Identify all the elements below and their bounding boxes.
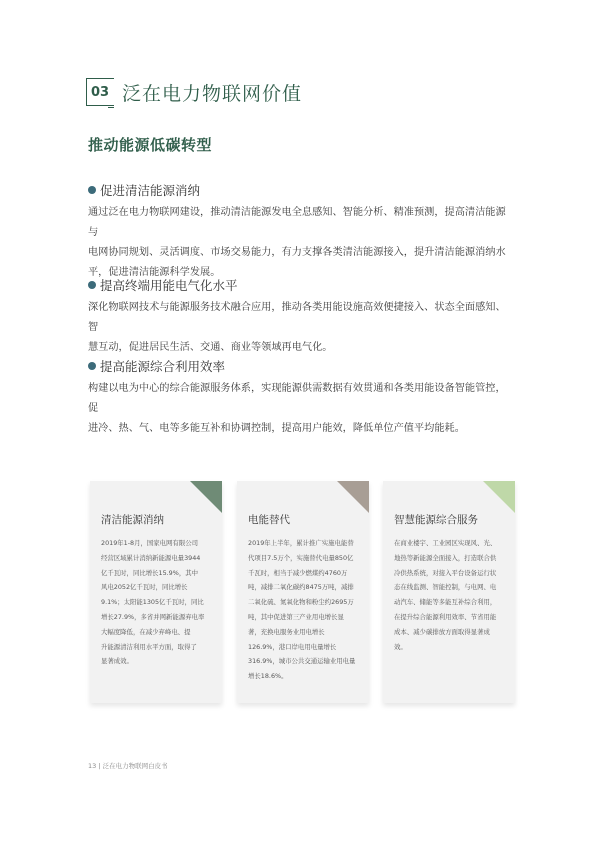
card-line: 动汽车、储能等多能互补综合利用， <box>394 598 497 607</box>
card-line: 吨，其中促进第三产业用电增长显 <box>248 612 344 621</box>
card-line: 2019年上半年，累计推广实施电能替 <box>248 539 354 547</box>
card-line: 在商业楼宇、工业园区实现风、光、 <box>394 539 497 547</box>
page-footer: 13 | 泛在电力物联网白皮书 <box>88 762 168 770</box>
paragraph-line: 慧互动，促进居民生活、交通、商业等领域再电气化。 <box>88 342 333 353</box>
bullet-icon <box>88 362 96 370</box>
card-text <box>101 536 213 669</box>
card-title: 清洁能源消纳 <box>101 514 164 526</box>
card-line: 二氧化硫、氮氧化物和粉尘约2695万 <box>248 598 354 607</box>
paragraph-line: 平，促进清洁能源科学发展。 <box>88 267 221 278</box>
card-corner-decoration <box>337 481 369 513</box>
card-line: 316.9%，城市公共交通运输业用电量 <box>248 657 356 666</box>
card-line: 态在线监测、智能控制，与电网、电 <box>394 583 497 592</box>
card-line: 经营区域累计消纳新能源电量3944 <box>101 553 201 562</box>
main-heading: 推动能源低碳转型 <box>88 136 213 154</box>
subsection-paragraph <box>88 298 514 358</box>
card-line: 千瓦时，相当于减少燃煤约4760万 <box>248 568 348 577</box>
subsection-heading-electrification <box>88 276 238 294</box>
card-line: 效。 <box>394 642 407 651</box>
card-line: 冷供热系统，对接入平台设备运行状 <box>394 568 497 577</box>
card-line: 增长27.9%，多省并网新能源弃电率 <box>101 612 205 621</box>
card-line: 吨，减排二氧化碳约8475万吨，减排 <box>248 583 354 592</box>
card-line: 风电2052亿千瓦时，同比增长 <box>101 583 188 592</box>
paragraph-line: 进冷、热、气、电等多能互补和协调控制，提高用户能效，降低单位产值平均能耗。 <box>88 423 465 434</box>
subsection-paragraph <box>88 379 514 439</box>
subsection-heading-efficiency <box>88 357 225 375</box>
card-line: 126.9%，港口岸电用电量增长 <box>248 642 337 651</box>
section-number: 03 <box>86 78 114 106</box>
info-card-clean-energy <box>90 481 222 703</box>
paragraph-line: 通过泛在电力物联网建设，推动清洁能源发电全息感知、智能分析、精准预测，提高清洁能源与 <box>88 207 506 238</box>
subsection-title: 提高终端用能电气化水平 <box>100 278 238 293</box>
paragraph-line: 电网协同规划、灵活调度、市场交易能力，有力支撑各类清洁能源接入，提升清洁能源消纳水 <box>88 247 506 258</box>
card-line: 显著成效。 <box>101 657 133 666</box>
card-title: 电能替代 <box>248 514 290 526</box>
bullet-icon <box>88 281 96 289</box>
subsection-heading-clean-energy <box>88 181 200 199</box>
info-card-electricity-substitution <box>237 481 369 703</box>
card-text <box>394 536 506 654</box>
card-line: 大幅度降低，在减少弃峰电、提 <box>101 627 191 636</box>
card-line: 2019年1-8月，国家电网有限公司 <box>101 539 198 547</box>
card-text <box>248 536 360 684</box>
card-corner-decoration <box>190 481 222 513</box>
paragraph-line: 构建以电为中心的综合能源服务体系，实现能源供需数据有效贯通和各类用能设备智能管控，促 <box>88 383 506 414</box>
card-line: 亿千瓦时，同比增长15.9%，其中 <box>101 568 198 577</box>
card-line: 著，充换电服务业用电增长 <box>248 627 325 636</box>
subsection-title: 提高能源综合利用效率 <box>100 359 226 374</box>
card-line: 9.1%；太阳能1305亿千瓦时，同比 <box>101 598 204 607</box>
subsection-title: 促进清洁能源消纳 <box>100 183 201 198</box>
card-line: 代项目7.5万个，实施替代电量850亿 <box>248 553 354 562</box>
card-title: 智慧能源综合服务 <box>394 514 478 526</box>
paragraph-line: 深化物联网技术与能源服务技术融合应用，推动各类用能设施高效便捷接入、状态全面感知、智 <box>88 302 506 333</box>
card-line: 增长18.6%。 <box>248 672 288 681</box>
card-corner-decoration <box>483 481 515 513</box>
card-line: 成本、减少碳排放方面取得显著成 <box>394 627 490 636</box>
card-line: 地热等新能源全面接入，打造联合供 <box>394 553 497 562</box>
bullet-icon <box>88 186 96 194</box>
section-header <box>86 78 302 106</box>
info-card-smart-energy <box>383 481 515 703</box>
subsection-paragraph <box>88 203 514 283</box>
section-title: 泛在电力物联网价值 <box>122 82 303 105</box>
card-line: 在提升综合能源利用效率、节省用能 <box>394 612 497 621</box>
card-line: 升能源清洁利用水平方面，取得了 <box>101 642 197 651</box>
